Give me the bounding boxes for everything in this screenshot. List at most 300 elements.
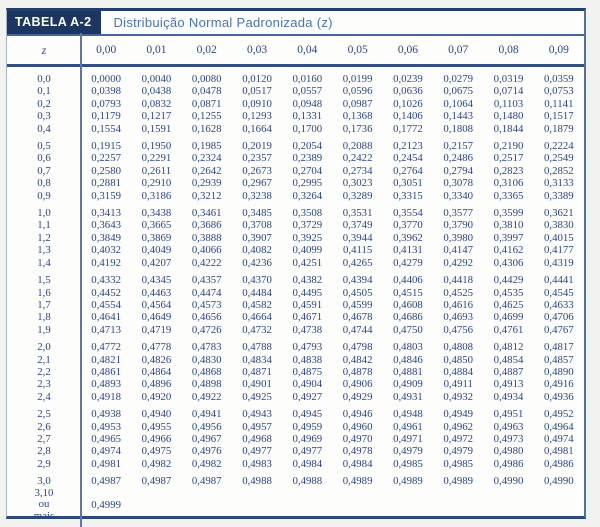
table-row [7, 219, 584, 231]
probability-value: 0,4082 [242, 244, 272, 257]
probability-value: 0,4974 [91, 445, 121, 458]
probability-value: 0,1915 [91, 140, 121, 153]
probability-value: 0,4881 [393, 365, 423, 378]
probability-value: 0,4394 [342, 274, 373, 287]
z-value: 1,9 [37, 323, 51, 336]
probability-value: 0,1368 [342, 110, 373, 123]
probability-value: 0,4756 [443, 323, 474, 336]
probability-value: 0,3621 [543, 207, 574, 220]
probability-value: 0,3238 [242, 189, 272, 202]
probability-value: 0,4966 [141, 432, 172, 445]
probability-value: 0,4418 [443, 274, 474, 287]
probability-value: 0,4890 [543, 365, 574, 378]
probability-value: 0,3051 [393, 177, 423, 190]
probability-value: 0,2704 [292, 164, 323, 177]
probability-value: 0,2422 [342, 152, 373, 165]
probability-value: 0,4878 [342, 365, 373, 378]
probability-value: 0,2939 [191, 177, 222, 190]
probability-value: 0,3531 [342, 207, 373, 220]
table-row [7, 445, 584, 457]
probability-value: 0,4981 [543, 445, 574, 458]
probability-value: 0,4990 [543, 475, 574, 488]
probability-value: 0,3770 [393, 219, 423, 232]
probability-value: 0,4973 [493, 432, 524, 445]
probability-value: 0,4664 [242, 311, 272, 324]
probability-value: 0,4969 [292, 432, 323, 445]
probability-value: 0,4922 [191, 390, 222, 403]
probability-value: 0,3830 [543, 219, 574, 232]
probability-value: 0,2995 [292, 177, 323, 190]
probability-value: 0,4495 [292, 286, 323, 299]
probability-value: 0,2357 [242, 152, 272, 165]
probability-value: 0,3810 [493, 219, 524, 232]
table-frame [6, 8, 586, 522]
z-value: 3,0 [37, 475, 51, 488]
probability-value: 0,4265 [342, 256, 373, 269]
probability-value: 0,3869 [141, 231, 172, 244]
probability-value: 0,4968 [242, 432, 272, 445]
probability-value: 0,4938 [91, 408, 121, 421]
column-header: 0,08 [498, 44, 519, 56]
table-row [7, 488, 584, 523]
probability-value: 0,0871 [191, 97, 222, 110]
probability-value: 0,4842 [342, 353, 373, 366]
probability-value: 0,2734 [342, 164, 373, 177]
empty-cell [383, 488, 433, 523]
z-value: 1,0 [37, 207, 51, 220]
probability-value: 0,4535 [493, 286, 524, 299]
probability-value: 0,1808 [443, 122, 474, 135]
probability-value: 0,0438 [141, 85, 172, 98]
probability-value: 0,4854 [493, 353, 524, 366]
probability-value: 0,4943 [242, 408, 272, 421]
probability-value: 0,1985 [191, 140, 222, 153]
table-row [7, 244, 584, 256]
probability-value: 0,4946 [342, 408, 373, 421]
probability-value: 0,4955 [141, 420, 172, 433]
probability-value: 0,4989 [393, 475, 423, 488]
probability-value: 0,4970 [342, 432, 373, 445]
probability-value: 0,3643 [91, 219, 121, 232]
probability-value: 0,4599 [342, 298, 373, 311]
probability-value: 0,4913 [493, 378, 524, 391]
probability-value: 0,4985 [443, 457, 474, 470]
probability-value: 0,4066 [191, 244, 222, 257]
probability-value: 0,0675 [443, 85, 474, 98]
probability-value: 0,4949 [443, 408, 474, 421]
probability-value: 0,0557 [292, 85, 323, 98]
probability-value: 0,1064 [443, 97, 474, 110]
probability-value: 0,4706 [543, 311, 574, 324]
table-row [7, 257, 584, 269]
probability-value: 0,0120 [242, 73, 272, 85]
z-value: 0,5 [37, 140, 51, 153]
probability-value: 0,4671 [292, 311, 323, 324]
probability-value: 0,3577 [443, 207, 474, 220]
empty-cell [232, 488, 282, 523]
probability-value: 0,4940 [141, 408, 172, 421]
probability-value: 0,4916 [543, 378, 574, 391]
z-value: 2,5 [37, 408, 51, 421]
probability-value: 0,4961 [393, 420, 423, 433]
probability-value: 0,4988 [242, 475, 272, 488]
probability-value: 0,4319 [543, 256, 574, 269]
probability-value: 0,4884 [443, 365, 474, 378]
table-row [7, 232, 584, 244]
probability-value: 0,4964 [543, 420, 574, 433]
probability-value: 0,4999 [91, 498, 121, 511]
table-row [7, 421, 584, 433]
probability-value: 0,4279 [393, 256, 423, 269]
table-row [7, 324, 584, 336]
probability-value: 0,4616 [443, 298, 474, 311]
table-row [7, 470, 584, 487]
probability-value: 0,4147 [443, 244, 474, 257]
probability-value: 0,4608 [393, 298, 423, 311]
z-value: 1,5 [37, 274, 51, 287]
probability-value: 0,0199 [342, 73, 373, 85]
probability-value: 0,3289 [342, 189, 373, 202]
probability-value: 0,4959 [292, 420, 323, 433]
probability-value: 0,4989 [443, 475, 474, 488]
probability-value: 0,4957 [242, 420, 272, 433]
probability-value: 0,2019 [242, 140, 272, 153]
probability-value: 0,4904 [292, 378, 323, 391]
z-value: 1,6 [37, 286, 51, 299]
column-header: 0,01 [146, 44, 167, 56]
probability-value: 0,2881 [91, 177, 121, 190]
probability-value: 0,4699 [493, 311, 524, 324]
probability-value: 0,1772 [393, 122, 423, 135]
probability-value: 0,4826 [141, 353, 172, 366]
probability-value: 0,4441 [543, 274, 574, 287]
z-value: 0,9 [37, 189, 51, 202]
table-title: Distribuição Normal Padronizada (z) [113, 15, 333, 30]
probability-value: 0,4778 [141, 341, 172, 354]
empty-cell [534, 488, 584, 523]
probability-value: 0,4812 [493, 341, 524, 354]
probability-value: 0,1736 [342, 122, 373, 135]
probability-value: 0,3186 [141, 189, 172, 202]
probability-value: 0,3340 [443, 189, 474, 202]
z-value: 2,7 [37, 432, 51, 445]
probability-value: 0,3264 [292, 189, 323, 202]
probability-value: 0,2486 [443, 152, 474, 165]
probability-value: 0,2580 [91, 164, 121, 177]
probability-value: 0,2611 [141, 164, 172, 177]
probability-value: 0,4887 [493, 365, 524, 378]
z-value: 2,1 [37, 353, 51, 366]
probability-value: 0,0279 [443, 73, 474, 85]
probability-value: 0,0948 [292, 97, 323, 110]
probability-value: 0,4934 [493, 390, 524, 403]
column-header: 0,03 [246, 44, 268, 56]
probability-value: 0,2054 [292, 140, 323, 153]
z-value: 1,4 [37, 256, 51, 269]
probability-value: 0,0359 [543, 73, 574, 85]
probability-value: 0,1950 [141, 140, 172, 153]
probability-value: 0,1480 [493, 110, 524, 123]
table-row [7, 110, 584, 122]
probability-value: 0,3554 [393, 207, 423, 220]
table-row [7, 269, 584, 286]
probability-value: 0,4738 [292, 323, 323, 336]
probability-value: 0,4236 [242, 256, 272, 269]
probability-value: 0,4945 [292, 408, 323, 421]
probability-value: 0,4987 [191, 475, 222, 488]
probability-value: 0,4554 [91, 298, 121, 311]
probability-value: 0,4656 [191, 311, 222, 324]
probability-value: 0,4817 [543, 341, 574, 354]
probability-value: 0,4767 [543, 323, 574, 336]
z-value: 0,1 [37, 85, 51, 98]
probability-value: 0,4975 [141, 445, 172, 458]
probability-value: 0,3665 [141, 219, 172, 232]
probability-value: 0,4564 [141, 298, 172, 311]
probability-value: 0,3749 [342, 219, 373, 232]
table-row [7, 336, 584, 353]
probability-value: 0,1255 [191, 110, 222, 123]
column-header: 0,02 [196, 44, 217, 56]
empty-cell [182, 488, 232, 523]
probability-value: 0,3508 [292, 207, 323, 220]
probability-value: 0,4686 [393, 311, 423, 324]
probability-value: 0,2324 [191, 152, 222, 165]
table-row [7, 152, 584, 164]
table-row [7, 311, 584, 323]
probability-value: 0,4985 [393, 457, 423, 470]
probability-value: 0,0239 [393, 73, 423, 85]
probability-value: 0,4693 [443, 311, 474, 324]
probability-value: 0,2291 [141, 152, 172, 165]
table-header-row [7, 36, 584, 66]
probability-value: 0,1406 [393, 110, 423, 123]
probability-value: 0,4821 [91, 353, 121, 366]
empty-cell [433, 488, 483, 523]
probability-value: 0,0596 [342, 85, 373, 98]
z-table [7, 36, 584, 522]
probability-value: 0,2673 [242, 164, 272, 177]
table-row [7, 98, 584, 110]
probability-value: 0,3980 [443, 231, 474, 244]
probability-value: 0,4484 [242, 286, 272, 299]
z-value: 1,2 [37, 231, 51, 244]
probability-value: 0,3106 [493, 177, 524, 190]
table-row [7, 299, 584, 311]
probability-value: 0,0000 [91, 73, 121, 85]
probability-value: 0,1026 [393, 97, 423, 110]
table-row [7, 433, 584, 445]
probability-value: 0,4982 [191, 457, 222, 470]
probability-value: 0,0793 [91, 97, 121, 110]
probability-value: 0,2549 [543, 152, 574, 165]
probability-value: 0,4925 [242, 390, 272, 403]
probability-value: 0,4977 [242, 445, 272, 458]
probability-value: 0,4719 [141, 323, 172, 336]
table-row [7, 190, 584, 202]
probability-value: 0,2190 [493, 140, 524, 153]
probability-value: 0,4871 [242, 365, 272, 378]
probability-value: 0,4192 [91, 256, 121, 269]
probability-value: 0,4834 [242, 353, 272, 366]
z-value: 2,3 [37, 378, 51, 391]
probability-value: 0,4982 [141, 457, 172, 470]
probability-value: 0,4726 [191, 323, 222, 336]
probability-value: 0,4207 [141, 256, 172, 269]
probability-value: 0,4977 [292, 445, 323, 458]
probability-value: 0,4988 [292, 475, 323, 488]
probability-value: 0,4357 [191, 274, 222, 287]
probability-value: 0,4861 [91, 365, 121, 378]
table-row [7, 378, 584, 390]
probability-value: 0,4983 [242, 457, 272, 470]
probability-value: 0,4788 [242, 341, 272, 354]
probability-value: 0,4783 [191, 341, 222, 354]
probability-value: 0,4952 [543, 408, 574, 421]
table-row [7, 165, 584, 177]
probability-value: 0,4830 [191, 353, 222, 366]
probability-value: 0,4633 [543, 298, 574, 311]
probability-value: 0,4115 [342, 244, 373, 257]
probability-value: 0,3159 [91, 189, 121, 202]
probability-value: 0,1844 [493, 122, 524, 135]
probability-value: 0,4875 [292, 365, 323, 378]
probability-value: 0,4251 [292, 256, 323, 269]
probability-value: 0,4972 [443, 432, 474, 445]
probability-value: 0,4582 [242, 298, 272, 311]
probability-value: 0,0832 [141, 97, 172, 110]
empty-cell [131, 488, 181, 523]
probability-value: 0,2852 [543, 164, 574, 177]
probability-value: 0,2642 [191, 164, 222, 177]
probability-value: 0,3413 [91, 207, 121, 220]
z-value: 2,9 [37, 457, 51, 470]
probability-value: 0,4987 [91, 475, 121, 488]
probability-value: 0,4345 [141, 274, 172, 287]
probability-value: 0,3212 [191, 189, 222, 202]
probability-value: 0,4177 [543, 244, 574, 257]
probability-value: 0,2823 [493, 164, 524, 177]
empty-cell [483, 488, 533, 523]
probability-value: 0,4898 [191, 378, 222, 391]
probability-value: 0,1664 [242, 122, 272, 135]
probability-value: 0,3944 [342, 231, 373, 244]
empty-cell [282, 488, 332, 523]
table-row [7, 403, 584, 420]
z-value: 0,8 [37, 177, 51, 190]
probability-value: 0,4222 [191, 256, 222, 269]
probability-value: 0,4515 [393, 286, 423, 299]
probability-value: 0,4989 [342, 475, 373, 488]
probability-value: 0,3849 [91, 231, 121, 244]
column-header: 0,09 [548, 44, 569, 56]
probability-value: 0,4864 [141, 365, 172, 378]
probability-value: 0,1591 [141, 122, 172, 135]
probability-value: 0,0319 [493, 73, 524, 85]
probability-value: 0,4857 [543, 353, 574, 366]
probability-value: 0,4962 [443, 420, 474, 433]
probability-value: 0,4032 [91, 244, 121, 257]
probability-value: 0,2517 [493, 152, 524, 165]
probability-value: 0,4793 [292, 341, 323, 354]
probability-value: 0,4382 [292, 274, 323, 287]
probability-value: 0,4732 [242, 323, 272, 336]
probability-value: 0,4406 [393, 274, 423, 287]
probability-value: 0,4678 [342, 311, 373, 324]
table-label: TABELA A-2 [7, 11, 101, 34]
probability-value: 0,1554 [91, 122, 121, 135]
probability-value: 0,3962 [393, 231, 423, 244]
probability-value: 0,4963 [493, 420, 524, 433]
probability-value: 0,4591 [292, 298, 323, 311]
probability-value: 0,4980 [493, 445, 524, 458]
probability-value: 0,3461 [191, 207, 222, 220]
probability-value: 0,4974 [543, 432, 574, 445]
probability-value: 0,3925 [292, 231, 323, 244]
probability-value: 0,4931 [393, 390, 423, 403]
probability-value: 0,3485 [242, 207, 272, 220]
z-value: 2,6 [37, 420, 51, 433]
probability-value: 0,2389 [292, 152, 323, 165]
probability-value: 0,4971 [393, 432, 423, 445]
empty-cell [332, 488, 382, 523]
probability-value: 0,3888 [191, 231, 222, 244]
probability-value: 0,2764 [393, 164, 423, 177]
table-row [7, 287, 584, 299]
probability-value: 0,4463 [141, 286, 172, 299]
z-value: 2,2 [37, 365, 51, 378]
probability-value: 0,3389 [543, 189, 574, 202]
column-header: 0,06 [397, 44, 418, 56]
probability-value: 0,0910 [242, 97, 272, 110]
probability-value: 0,4920 [141, 390, 172, 403]
probability-value: 0,4292 [443, 256, 474, 269]
probability-value: 0,2088 [342, 140, 373, 153]
probability-value: 0,0517 [242, 85, 272, 98]
z-value: 1,1 [37, 219, 51, 232]
probability-value: 0,0714 [493, 85, 524, 98]
probability-value: 0,0040 [141, 73, 172, 85]
probability-value: 0,4967 [191, 432, 222, 445]
probability-value: 0,4976 [191, 445, 222, 458]
probability-value: 0,1517 [543, 110, 574, 123]
z-value: 0,6 [37, 152, 51, 165]
probability-value: 0,3686 [191, 219, 222, 232]
table-row [7, 123, 584, 135]
probability-value: 0,4941 [191, 408, 222, 421]
probability-value: 0,4956 [191, 420, 222, 433]
probability-value: 0,4850 [443, 353, 474, 366]
probability-value: 0,2910 [141, 177, 172, 190]
probability-value: 0,4545 [543, 286, 574, 299]
column-header: 0,04 [297, 44, 318, 56]
probability-value: 0,3315 [393, 189, 423, 202]
probability-value: 0,4986 [493, 457, 524, 470]
probability-value: 0,4929 [342, 390, 373, 403]
probability-value: 0,4573 [191, 298, 222, 311]
probability-value: 0,4911 [443, 378, 473, 391]
probability-value: 0,3599 [493, 207, 524, 220]
probability-value: 0,2257 [91, 152, 121, 165]
probability-value: 0,4370 [242, 274, 272, 287]
probability-value: 0,1700 [292, 122, 323, 135]
probability-value: 0,3438 [141, 207, 172, 220]
probability-value: 0,4649 [141, 311, 172, 324]
probability-value: 0,4868 [191, 365, 222, 378]
probability-value: 0,0398 [91, 85, 121, 98]
probability-value: 0,4960 [342, 420, 373, 433]
probability-value: 0,4978 [342, 445, 373, 458]
